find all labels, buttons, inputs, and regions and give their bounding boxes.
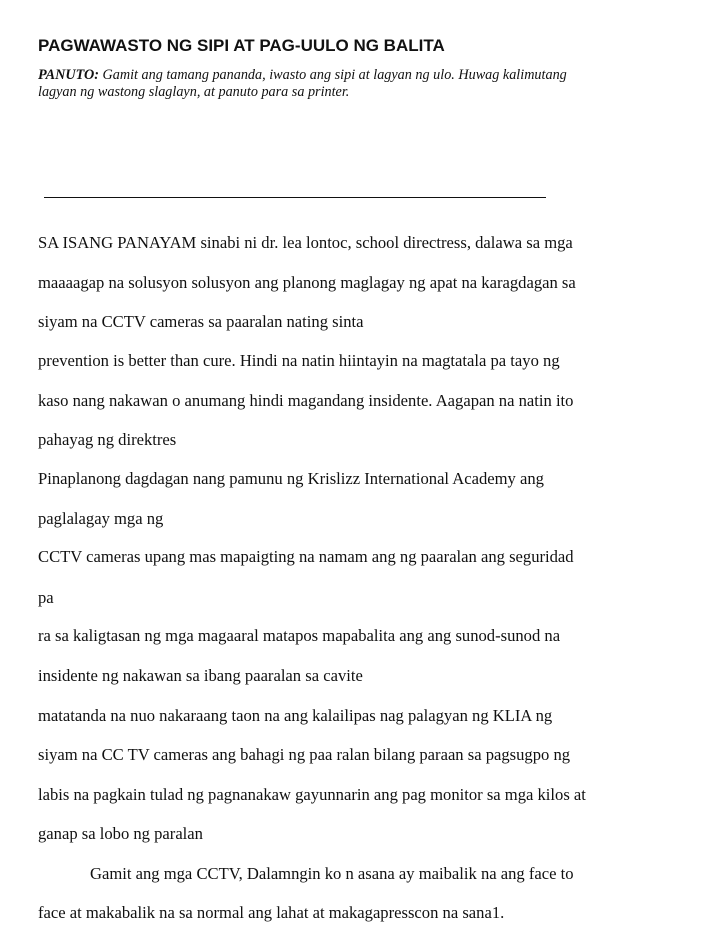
document-title: PAGWAWASTO NG SIPI AT PAG-UULO NG BALITA [38, 36, 445, 55]
body-line-1: SA ISANG PANAYAM sinabi ni dr. lea lontoc, school directress, dalawa sa mga [38, 233, 573, 252]
body-line-15: labis na pagkain tulad ng pagnanakaw gayunnarin ang pag monitor sa mga kilos at [38, 785, 586, 804]
body-line-5: kaso nang nakawan o anumang hindi magandang insidente. Aagapan na natin ito [38, 391, 574, 410]
body-line-6: pahayag ng direktres [38, 430, 177, 449]
instructions-line-1 [38, 67, 698, 84]
body-line-12: insidente ng nakawan sa ibang paaralan sa cavite [38, 666, 363, 685]
instructions-text-1: Gamit ang tamang pananda, iwasto ang sipi at lagyan ng ulo. Huwag kalimutang [102, 67, 567, 83]
body-line-13: matatanda na nuo nakaraang taon na ang kalailipas nag palagyan ng KLIA ng [38, 706, 553, 725]
body-line-3: siyam na CCTV cameras sa paaralan nating sinta [38, 312, 364, 331]
body-line-7: Pinaplanong dagdagan nang pamunu ng Krislizz International Academy ang [38, 469, 544, 488]
body-line-2: maaaagap na solusyon solusyon ang planong maglagay ng apat na karagdagan sa [38, 273, 576, 292]
body-line-11: ra sa kaligtasan ng mga magaaral matapos mapabalita ang ang sunod-sunod na [38, 626, 561, 645]
body-line-8: paglalagay mga ng [38, 509, 164, 528]
body-line-18: face at makabalik na sa normal ang lahat at makagapresscon na sana1. [38, 903, 505, 922]
body-line-10: pa [38, 588, 54, 607]
body-line-16: ganap sa lobo ng paralan [38, 824, 203, 843]
body-line-17: Gamit ang mga CCTV, Dalamngin ko n asana ay maibalik na ang face to [90, 864, 574, 883]
instructions-label: PANUTO: [38, 67, 99, 83]
headline-blank-line [44, 197, 546, 198]
instructions [38, 67, 698, 101]
body-line-14: siyam na CC TV cameras ang bahagi ng paa ralan bilang paraan sa pagsugpo ng [38, 745, 571, 764]
body-line-9: CCTV cameras upang mas mapaigting na namam ang ng paaralan ang seguridad [38, 547, 574, 566]
instructions-line-2: lagyan ng wastong slaglayn, at panuto para sa printer. [38, 84, 350, 100]
body-line-4: prevention is better than cure. Hindi na natin hiintayin na magtatala pa tayo ng [38, 351, 560, 370]
